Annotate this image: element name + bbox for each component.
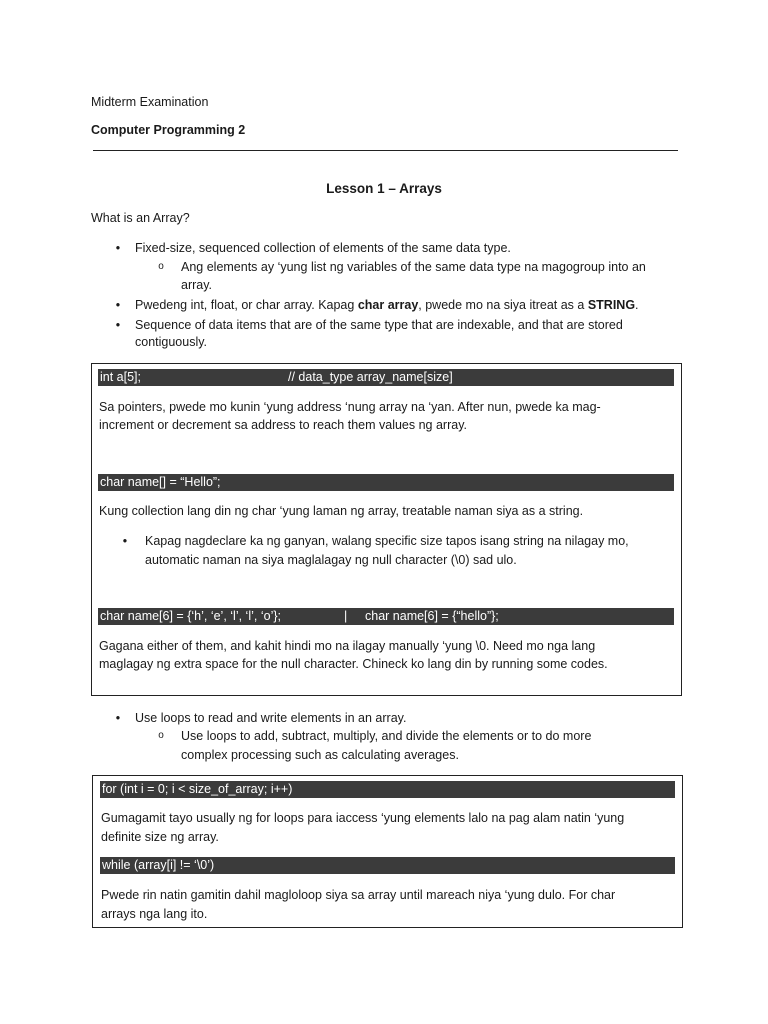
- code-line-char-hello: [98, 474, 674, 491]
- header-divider: [93, 150, 678, 151]
- code-line-while-loop: [100, 857, 675, 874]
- code-separator: |: [344, 609, 348, 623]
- for-loop-paragraph: Gumagamit tayo usually ng for loops para iaccess ‘yung elements lalo na pag alam natin ‘yung: [101, 811, 625, 825]
- char-array-term: char array: [357, 298, 419, 312]
- bullet-text-2-end: .: [635, 298, 639, 312]
- pointers-paragraph: Sa pointers, pwede mo kunin ‘yung address ‘nung array na ‘yan. After nun, pwede ka mag-: [99, 400, 601, 414]
- sub-bullet-text-1-cont: array.: [181, 278, 213, 292]
- bullet-icon: •: [122, 534, 128, 548]
- bullet-icon: •: [115, 298, 121, 312]
- code-line-char-name6: [98, 608, 674, 625]
- while-loop-paragraph-cont: arrays nga lang ito.: [101, 907, 208, 921]
- null-char-note: Kapag nagdeclare ka ng ganyan, walang specific size tapos isang string na nilagay mo,: [145, 534, 629, 548]
- loops-sub-bullet: Use loops to add, subtract, multiply, and divide the elements or to do more: [181, 729, 592, 743]
- code-int-array-comment: // data_type array_name[size]: [288, 370, 453, 384]
- loops-sub-bullet-cont: complex processing such as calculating averages.: [181, 748, 459, 762]
- while-loop-paragraph: Pwede rin natin gamitin dahil magloloop siya sa array until mareach niya ‘yung dulo. For char: [101, 888, 616, 902]
- either-works-paragraph-cont: maglagay ng extra space for the null character. Chineck ko lang din by running some codes.: [99, 657, 608, 671]
- bullet-text-2: [135, 296, 639, 314]
- bullet-text-2-pre: Pwedeng int, float, or char array. Kapag: [135, 298, 358, 312]
- code-char-hello: char name[] = “Hello”;: [100, 475, 221, 489]
- code-while-loop: while (array[i] != ‘\0’): [102, 858, 215, 872]
- for-loop-paragraph-cont: definite size ng array.: [101, 830, 219, 844]
- question-heading: What is an Array?: [91, 211, 190, 225]
- bullet-text-2-mid: , pwede mo na siya itreat as a: [418, 298, 588, 312]
- null-char-note-cont: automatic naman na siya maglalagay ng null character (\0) sad ulo.: [145, 553, 517, 567]
- code-for-loop: for (int i = 0; i < size_of_array; i++): [102, 782, 293, 796]
- bullet-icon: •: [115, 711, 121, 725]
- bullet-text-1: Fixed-size, sequenced collection of elements of the same data type.: [135, 241, 511, 255]
- code-char-name6-string: char name[6] = {“hello”};: [365, 609, 499, 623]
- code-line-for-loop: [100, 781, 675, 798]
- course-title: Computer Programming 2: [91, 123, 246, 137]
- bullet-text-3-cont: contiguously.: [135, 335, 208, 349]
- loops-bullet: Use loops to read and write elements in an array.: [135, 711, 407, 725]
- bullet-icon: •: [115, 241, 121, 255]
- pointers-paragraph-cont: increment or decrement sa address to reach them values ng array.: [99, 418, 467, 432]
- code-int-array-decl: int a[5];: [100, 370, 141, 384]
- code-char-name6-braces: char name[6] = {‘h’, ‘e’, ‘l’, ‘l’, ‘o’};: [100, 609, 281, 623]
- string-term: STRING: [587, 298, 636, 312]
- exam-label: Midterm Examination: [91, 95, 209, 109]
- code-line-int-array: [98, 369, 674, 386]
- char-collection-paragraph: Kung collection lang din ng char ‘yung laman ng array, treatable naman siya as a string.: [99, 504, 584, 518]
- bullet-text-3: Sequence of data items that are of the same type that are indexable, and that are stored: [135, 318, 623, 332]
- either-works-paragraph: Gagana either of them, and kahit hindi mo na ilagay manually ‘yung \0. Need mo nga lang: [99, 639, 596, 653]
- bullet-icon: •: [115, 318, 121, 332]
- sub-bullet-text-1: Ang elements ay ‘yung list ng variables of the same data type na magogroup into an: [181, 260, 646, 274]
- sub-bullet-icon: o: [158, 261, 164, 272]
- lesson-title: Lesson 1 – Arrays: [326, 181, 442, 196]
- sub-bullet-icon: o: [158, 730, 164, 741]
